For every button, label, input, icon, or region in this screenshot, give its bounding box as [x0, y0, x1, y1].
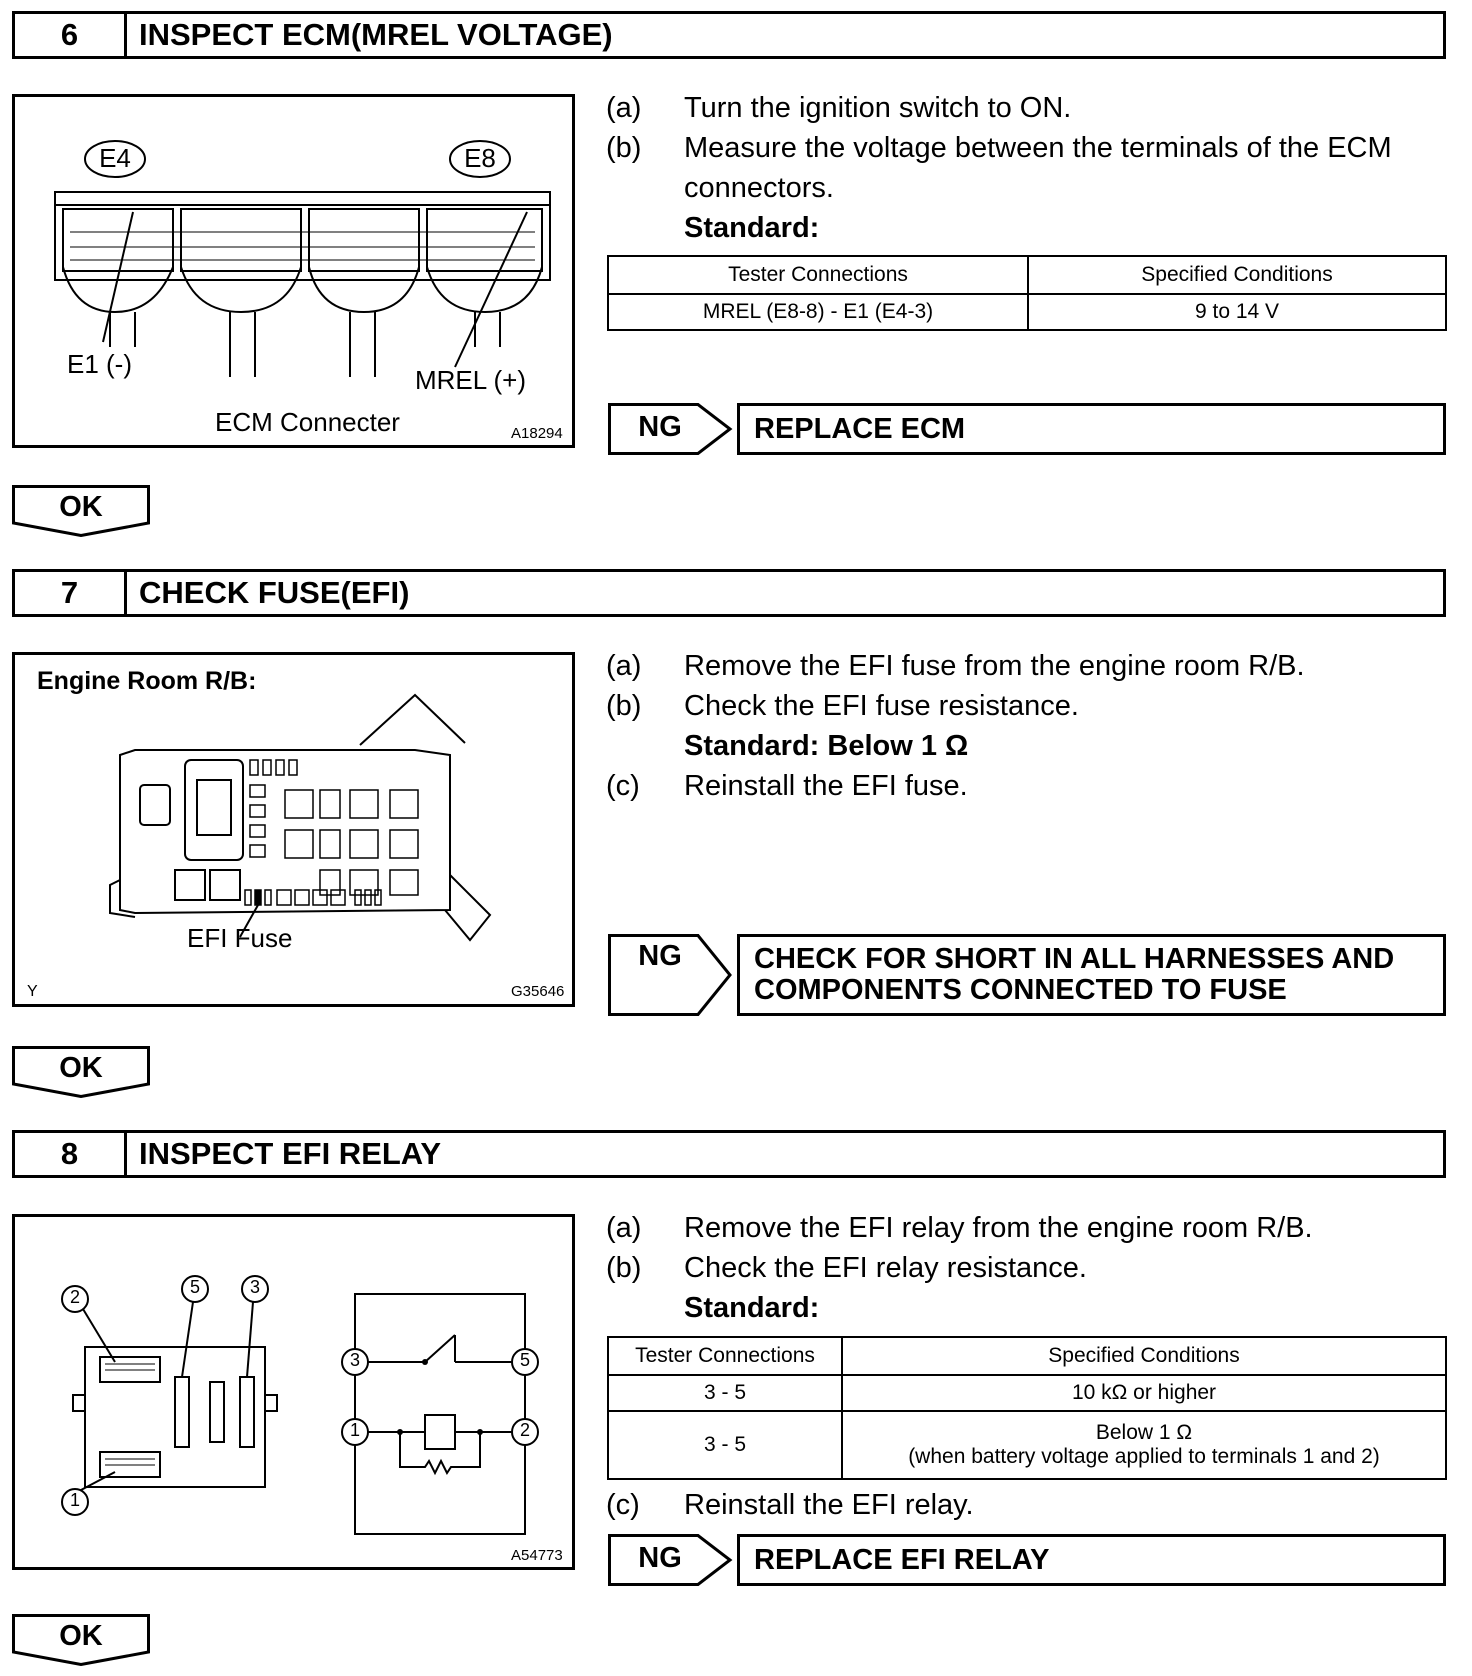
relay-terminal-3: 3: [249, 1277, 260, 1297]
relay-block-drawing: [15, 655, 572, 1004]
table-cell: Below 1 Ω (when battery voltage applied to terminals 1 and 2): [842, 1411, 1446, 1479]
step6-title: INSPECT ECM(MREL VOLTAGE): [139, 17, 613, 52]
step6-instruction-b: (b) Measure the voltage between the terminals of the ECM connectors.: [606, 132, 1392, 204]
table-cell: MREL (E8-8) - E1 (E4-3): [608, 294, 1028, 330]
terminal-label-mrel: MREL (+): [415, 365, 526, 395]
table-cell: 3 - 5: [608, 1411, 842, 1479]
engine-room-rb-figure: [12, 652, 575, 1007]
step8-spec-table: [607, 1336, 1447, 1480]
step6-spec-table: [607, 255, 1447, 331]
relay-terminal-1: 1: [69, 1490, 80, 1510]
schematic-terminal-5: 5: [519, 1350, 530, 1370]
table-cell: 3 - 5: [608, 1375, 842, 1411]
table-cell: 9 to 14 V: [1028, 294, 1446, 330]
figure-code: A54773: [511, 1547, 563, 1564]
step8-ng-badge: NG: [608, 1534, 733, 1586]
step8-ng-action: REPLACE EFI RELAY: [737, 1534, 1446, 1586]
schematic-terminal-1: 1: [349, 1420, 360, 1440]
step8-number: 8: [15, 1133, 127, 1175]
step8-ok-badge: OK: [12, 1614, 150, 1666]
figure-caption: ECM Connecter: [215, 407, 400, 437]
step7-instruction-b: (b) Check the EFI fuse resistance.: [606, 690, 1079, 722]
figure-code: G35646: [511, 983, 565, 1000]
step6-number: 6: [15, 14, 127, 56]
step7-number: 7: [15, 572, 127, 614]
step6-ok-badge: OK: [12, 485, 150, 537]
table-header: Tester Connections: [608, 1337, 842, 1375]
step8-header: [12, 1130, 1446, 1178]
relay-terminal-5: 5: [189, 1277, 200, 1297]
table-cell: 10 kΩ or higher: [842, 1375, 1446, 1411]
step6-ng-action: REPLACE ECM: [737, 403, 1446, 455]
table-header: Specified Conditions: [1028, 256, 1446, 294]
efi-relay-figure: [12, 1214, 575, 1570]
table-header: Specified Conditions: [842, 1337, 1446, 1375]
figure-corner-mark: Y: [27, 983, 38, 1000]
step8-instruction-c: (c) Reinstall the EFI relay.: [606, 1489, 974, 1521]
step6-standard-label: Standard:: [684, 212, 820, 244]
ecm-connector-figure: [12, 94, 575, 448]
step7-standard: Standard: Below 1 Ω: [684, 730, 969, 762]
step8-standard-label: Standard:: [684, 1292, 820, 1324]
efi-relay-drawing: [15, 1217, 572, 1567]
schematic-terminal-3: 3: [349, 1350, 360, 1370]
schematic-terminal-2: 2: [519, 1420, 530, 1440]
figure-code: A18294: [511, 425, 563, 442]
step7-ng-badge: NG: [608, 934, 733, 1016]
efi-fuse-label: EFI Fuse: [187, 923, 293, 953]
step7-header: [12, 569, 1446, 617]
step7-ok-badge: OK: [12, 1046, 150, 1098]
connector-label-e4: E4: [99, 143, 131, 173]
terminal-label-e1: E1 (-): [67, 349, 132, 379]
step7-ng-action: CHECK FOR SHORT IN ALL HARNESSES AND COMPONENTS CONNECTED TO FUSE: [737, 934, 1446, 1016]
step6-instruction-a: (a) Turn the ignition switch to ON.: [606, 92, 1072, 124]
step6-header: [12, 11, 1446, 59]
step8-instruction-b: (b) Check the EFI relay resistance.: [606, 1252, 1087, 1284]
step7-instruction-a: (a) Remove the EFI fuse from the engine room R/B.: [606, 650, 1305, 682]
connector-label-e8: E8: [464, 143, 496, 173]
step8-title: INSPECT EFI RELAY: [139, 1136, 442, 1171]
figure-heading: Engine Room R/B:: [37, 667, 257, 695]
relay-terminal-2: 2: [69, 1287, 80, 1307]
step7-instruction-c: (c) Reinstall the EFI fuse.: [606, 770, 968, 802]
table-header: Tester Connections: [608, 256, 1028, 294]
step8-instruction-a: (a) Remove the EFI relay from the engine room R/B.: [606, 1212, 1313, 1244]
step6-ng-badge: NG: [608, 403, 733, 455]
step7-title: CHECK FUSE(EFI): [139, 575, 410, 610]
